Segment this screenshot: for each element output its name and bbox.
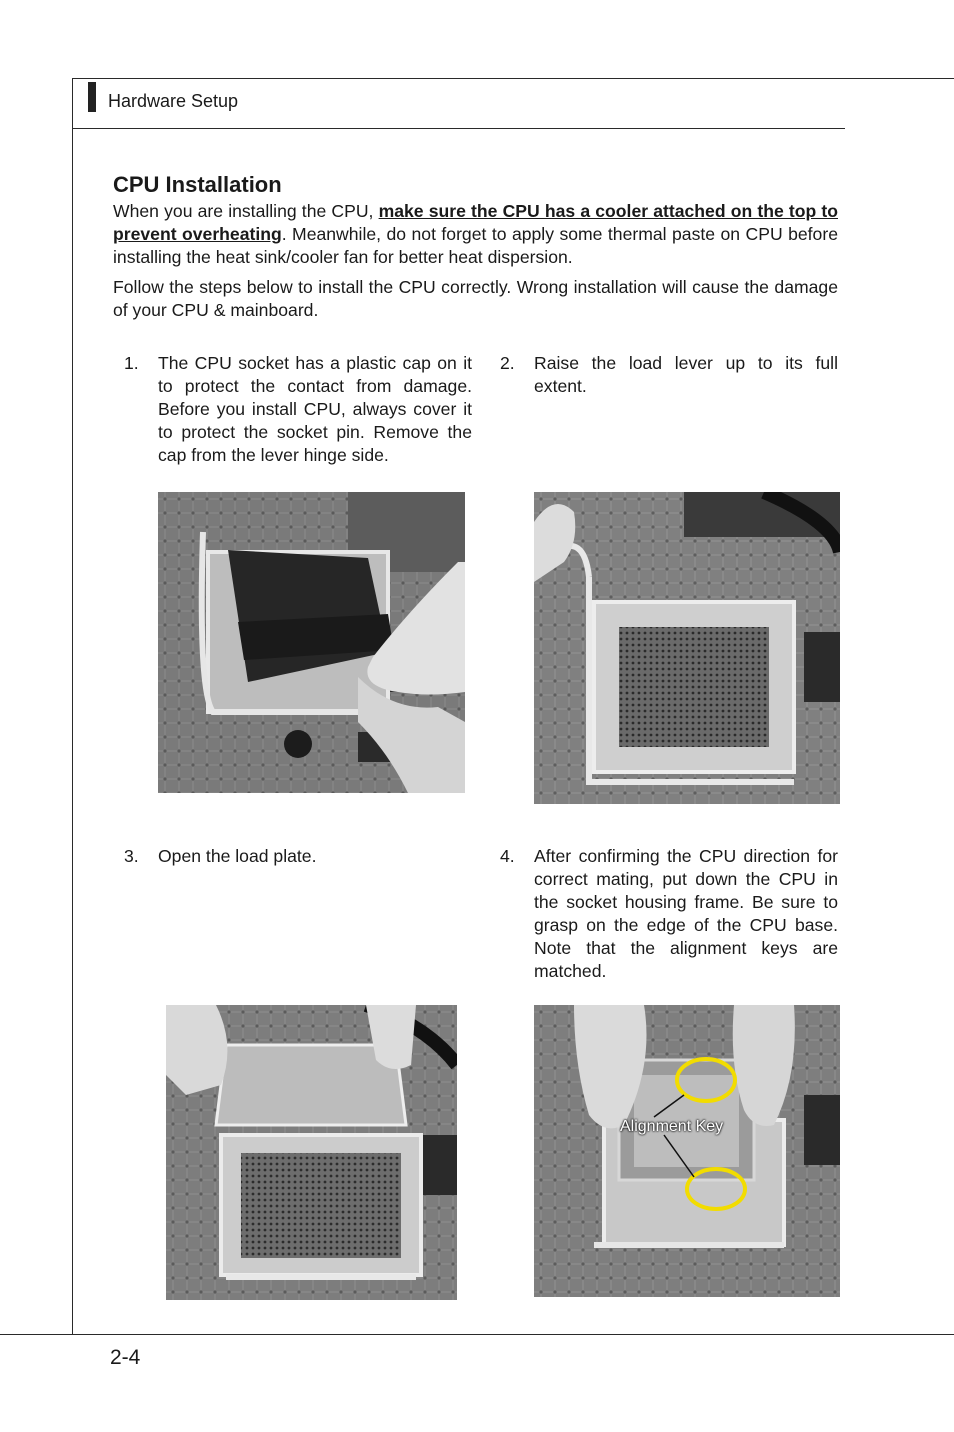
follow-paragraph: Follow the steps below to install the CPU correctly. Wrong installation will cause the damage of your CPU & mainboard. xyxy=(113,277,838,320)
top-rule xyxy=(72,78,954,79)
page-number: 2-4 xyxy=(110,1346,141,1369)
intro-text-after: . Meanwhile, do not forget to apply some thermal paste on CPU before installing the heat sink/cooler fan for better heat dispersion. xyxy=(113,224,838,267)
left-rule xyxy=(72,78,73,1335)
alignment-key-pointer-lines xyxy=(534,1005,840,1297)
step-number: 3. xyxy=(124,846,139,866)
page-title: CPU Installation xyxy=(113,172,282,197)
alignment-key-label: Alignment Key xyxy=(620,1118,724,1135)
header-marker xyxy=(88,82,96,112)
intro-text-before: When you are installing the CPU, xyxy=(113,201,379,221)
intro-highlight: make sure the CPU has a cooler attached on the top to prevent overheating xyxy=(113,201,838,244)
header-underline xyxy=(72,128,845,129)
step-number: 4. xyxy=(500,846,515,866)
bottom-rule xyxy=(0,1334,954,1335)
step-1-photo xyxy=(158,492,465,793)
step-number: 2. xyxy=(500,353,515,373)
intro-paragraph xyxy=(113,200,838,269)
step-number: 1. xyxy=(124,353,139,373)
step-text: Open the load plate. xyxy=(158,846,317,866)
header-section-title: Hardware Setup xyxy=(108,91,239,111)
step-text: Raise the load lever up to its full extent. xyxy=(534,353,838,396)
step-text: After confirming the CPU direction for correct mating, put down the CPU in the socket housing frame. Be sure to grasp on the edge of the CPU base. Note that the alignment keys are matched. xyxy=(534,846,838,981)
step-4-photo xyxy=(534,1005,840,1297)
step-2-photo xyxy=(534,492,840,804)
step-3-photo xyxy=(166,1005,457,1300)
step-text: The CPU socket has a plastic cap on it to protect the contact from damage. Before you install CPU, always cover it to protect the socket pin. Remove the cap from the lever hinge side. xyxy=(158,353,472,465)
